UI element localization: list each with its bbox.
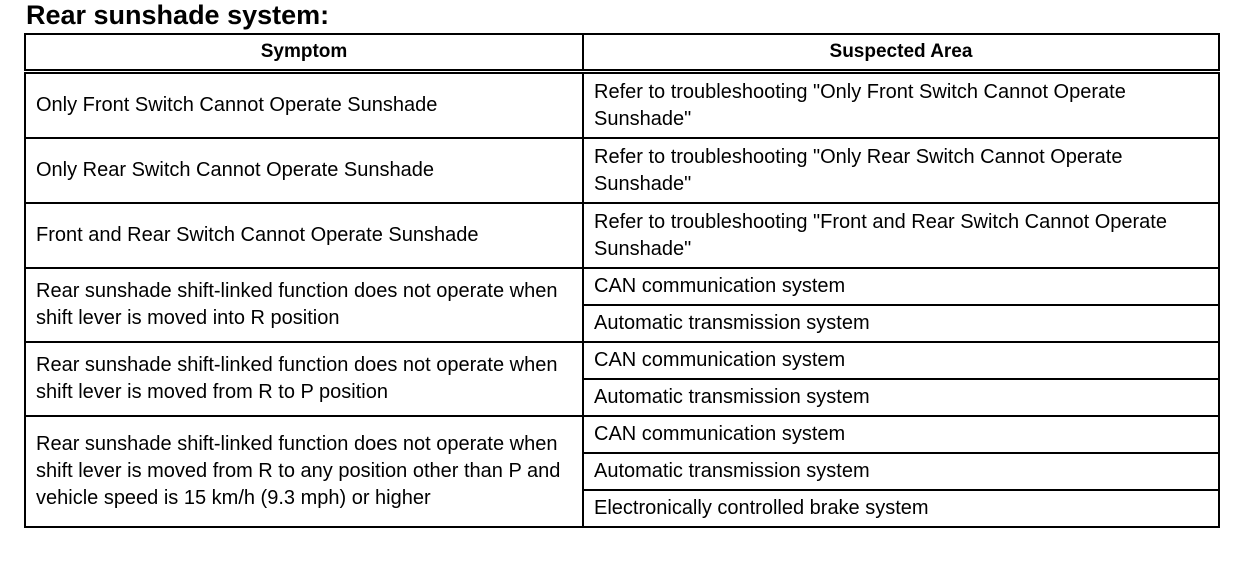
table-row: [25, 203, 1219, 268]
suspected-area-cell: CAN communication system: [583, 342, 1219, 379]
suspected-area-cell: Refer to troubleshooting "Only Rear Switch Cannot Operate Sunshade": [583, 138, 1219, 203]
table-row: [25, 138, 1219, 203]
symptom-cell: Rear sunshade shift-linked function does not operate when shift lever is moved from R to P position: [25, 342, 583, 416]
suspected-area-cell: Refer to troubleshooting "Only Front Switch Cannot Operate Sunshade": [583, 72, 1219, 139]
table-row: [25, 268, 1219, 305]
table-row: [25, 72, 1219, 139]
suspected-area-cell: Refer to troubleshooting "Front and Rear Switch Cannot Operate Sunshade": [583, 203, 1219, 268]
suspected-area-cell: Electronically controlled brake system: [583, 490, 1219, 527]
symptom-table: [24, 33, 1220, 528]
suspected-area-cell: Automatic transmission system: [583, 379, 1219, 416]
symptom-cell: Rear sunshade shift-linked function does not operate when shift lever is moved from R to any position other than P and vehicle speed is 15 km/h (9.3 mph) or higher: [25, 416, 583, 527]
symptom-header: Symptom: [25, 34, 583, 72]
symptom-cell: Rear sunshade shift-linked function does not operate when shift lever is moved into R position: [25, 268, 583, 342]
symptom-cell: Only Rear Switch Cannot Operate Sunshade: [25, 138, 583, 203]
suspected-area-cell: CAN communication system: [583, 416, 1219, 453]
symptom-cell: Only Front Switch Cannot Operate Sunshade: [25, 72, 583, 139]
suspected-area-cell: Automatic transmission system: [583, 305, 1219, 342]
table-row: [25, 416, 1219, 453]
suspected-area-cell: Automatic transmission system: [583, 453, 1219, 490]
table-row: [25, 342, 1219, 379]
suspected-area-cell: CAN communication system: [583, 268, 1219, 305]
page-title: Rear sunshade system:: [26, 0, 330, 30]
symptom-cell: Front and Rear Switch Cannot Operate Sunshade: [25, 203, 583, 268]
header-row: [25, 34, 1219, 72]
suspected-area-header: Suspected Area: [583, 34, 1219, 72]
